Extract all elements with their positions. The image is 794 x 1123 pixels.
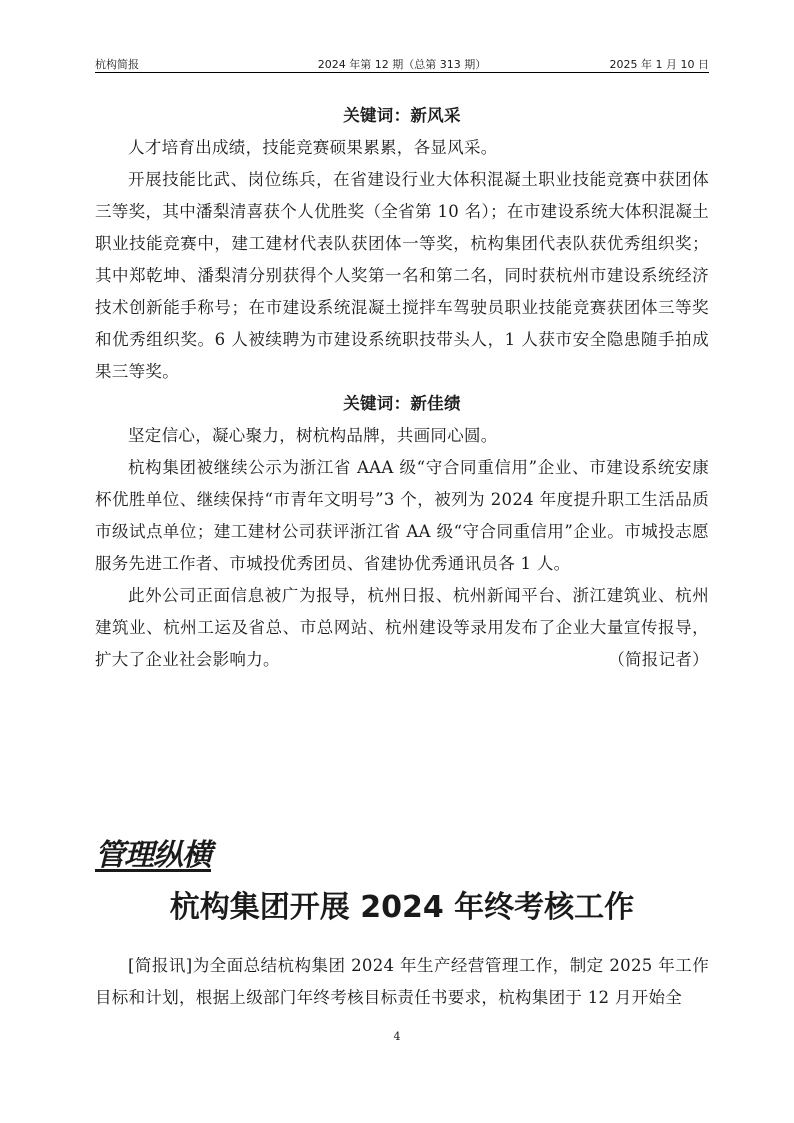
- section-title: 管理纵横: [95, 838, 211, 873]
- paragraph: 坚定信心，凝心聚力，树杭构品牌，共画同心圆。: [128, 426, 498, 445]
- paragraph: [95, 580, 709, 676]
- signature: （简报记者）: [608, 650, 709, 669]
- article-body: [95, 950, 709, 1014]
- paragraph-text: 此外公司正面信息被广为报导，杭州日报、杭州新闻平台、浙江建筑业、杭州建筑业、杭州工运及省总、市总网站、杭州建设等录用发布了企业大量宣传报导，扩大了企业社会影响力。: [95, 586, 709, 669]
- article-title: 杭构集团开展 2024 年终考核工作: [169, 890, 635, 925]
- paragraph: 人才培育出成绩，技能竞赛硕果累累，各显风采。: [128, 138, 498, 157]
- keyword-heading: 关键词：新佳绩: [343, 394, 461, 413]
- page-header: [95, 54, 709, 73]
- section-new-style: [95, 100, 709, 676]
- keyword-heading: 关键词：新风采: [343, 106, 461, 125]
- header-date: 2025 年 1 月 10 日: [609, 58, 709, 71]
- header-issue: 2024 年第 12 期（总第 313 期）: [317, 58, 487, 71]
- page-number: 4: [393, 1030, 401, 1043]
- paragraph: 开展技能比武、岗位练兵，在省建设行业大体积混凝土职业技能竞赛中获团体三等奖，其中潘梨清喜获个人优胜奖（全省第 10 名）；在市建设系统大体积混凝土职业技能竞赛中，建工建材代表队获团体一等奖，杭构集团代表队获优秀组织奖；其中郑乾坤、潘梨清分别获得个人奖第一名和第二名，同时获杭州市建设系统经济技术创新能手称号；在市建设系统混凝土搅拌车驾驶员职业技能竞赛获团体三等奖和优秀组织奖。6 人被续聘为市建设系统职技带头人，1 人获市安全隐患随手拍成果三等奖。: [95, 170, 709, 381]
- header-publication: 杭构简报: [95, 58, 139, 71]
- paragraph: 杭构集团被继续公示为浙江省 AAA 级“守合同重信用”企业、市建设系统安康杯优胜单位、继续保持“市青年文明号”3 个，被列为 2024 年度提升职工生活品质市级试点单位；建工建材公司获评浙江省 AA 级“守合同重信用”企业。市城投志愿服务先进工作者、市城投优秀团员、省建协优秀通讯员各 1 人。: [95, 458, 709, 573]
- paragraph: [简报讯]为全面总结杭构集团 2024 年生产经营管理工作，制定 2025 年工作目标和计划，根据上级部门年终考核目标责任书要求，杭构集团于 12 月开始全: [95, 956, 709, 1007]
